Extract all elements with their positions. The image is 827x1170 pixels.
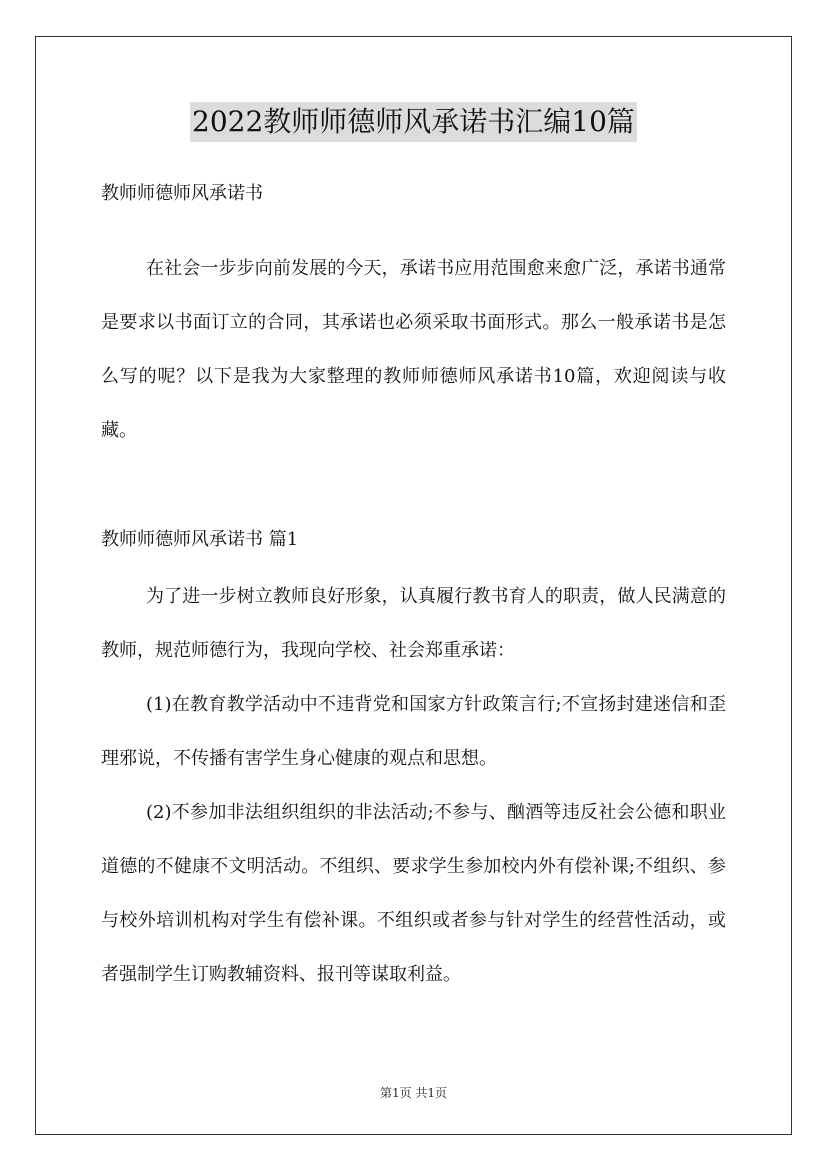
title-text: 2022教师师德师风承诺书汇编10篇 [190,102,637,142]
section-spacer [101,458,726,498]
section-paragraph-2: (1)在教育教学活动中不违背党和国家方针政策言行;不宣扬封建迷信和歪理邪说，不传播有害学生身心健康的观点和思想。 [101,694,726,769]
page-number: 第1页 共1页 [379,1086,448,1100]
section-heading: 教师师德师风承诺书 篇1 [101,529,299,550]
document-title [0,102,827,142]
document-body [101,172,726,1002]
intro-paragraph: 在社会一步步向前发展的今天，承诺书应用范围愈来愈广泛，承诺书通常是要求以书面订立的合同，其承诺也必须采取书面形式。那么一般承诺书是怎么写的呢？以下是我为大家整理的教师师德师风承诺书10篇，欢迎阅读与收藏。 [101,258,726,441]
page-footer [0,1084,827,1101]
section-paragraph-1: 为了进一步树立教师良好形象，认真履行教书育人的职责，做人民满意的教师，规范师德行为，我现向学校、社会郑重承诺： [101,586,726,661]
intro-heading: 教师师德师风承诺书 [101,183,263,204]
section-paragraph-3: (2)不参加非法组织组织的非法活动;不参与、酗酒等违反社会公德和职业道德的不健康不文明活动。不组织、要求学生参加校内外有偿补课;不组织、参与校外培训机构对学生有偿补课。不组织或者参与针对学生的经营性活动，或者强制学生订购教辅资料、报刊等谋取利益。 [101,802,726,985]
